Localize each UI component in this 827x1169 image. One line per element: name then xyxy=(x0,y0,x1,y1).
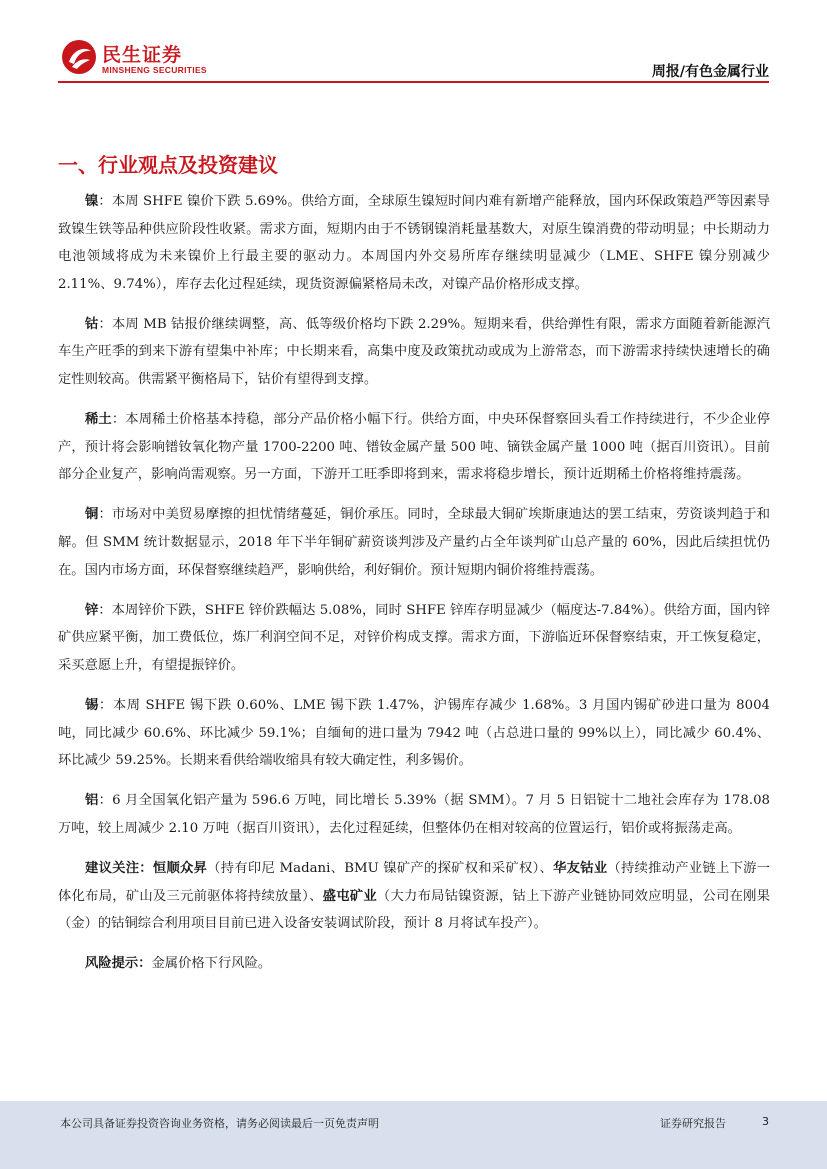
recommendation-lead: 建议关注： xyxy=(85,860,153,876)
stock-name: 恒顺众昇 xyxy=(152,860,208,876)
recommendation-text: （持有印尼 Madani、BMU 镍矿产的探矿权和采矿权）、 xyxy=(207,860,554,876)
logo-english-name: MINSHENG SECURITIES xyxy=(102,65,207,75)
risk-text: 金属价格下行风险。 xyxy=(151,956,272,972)
paragraph-tin xyxy=(58,692,770,775)
paragraph-cobalt xyxy=(58,311,770,394)
paragraph-lead: 镍 xyxy=(85,194,99,209)
logo-chinese-name: 民生证券 xyxy=(102,44,183,66)
paragraph-lead: 稀土 xyxy=(85,412,112,428)
paragraph-rare-earth xyxy=(58,406,770,489)
paragraph-text: ：本周 SHFE 锡下跌 0.60%、LME 锡下跌 1.47%，沪锡库存减少 1.68%。3 月国内锡矿砂进口量为 8004 吨，同比减少 60.6%、环比减少 59.1%；自缅甸的进口量为 7942 吨（占总进口量的 99%以上），同比减少 60.4%、环比减少 59.25%。长期来看供给端收缩具有较大确定性，利多锡价。 xyxy=(58,698,771,769)
page-header xyxy=(0,0,827,84)
paragraph-lead: 锌 xyxy=(85,602,99,618)
page-footer xyxy=(0,1101,827,1169)
paragraph-lead: 锡 xyxy=(85,698,99,713)
report-body xyxy=(58,188,770,990)
footer-report-type: 证券研究报告 xyxy=(660,1117,726,1130)
paragraph-lead: 钴 xyxy=(85,316,99,332)
report-category: 周报/有色金属行业 xyxy=(651,64,769,80)
header-divider xyxy=(58,81,769,83)
paragraph-text: ：本周 SHFE 镍价下跌 5.69%。供给方面，全球原生镍短时间内难有新增产能释放，国内环保政策趋严等因素导致镍生铁等品种供应阶段性收紧。需求方面，短期内由于不锈钢镍消耗量基数大，对原生镍消费的带动明显；中长期动力电池领域将成为未来镍价上行最主要的驱动力。本周国内外交易所库存继续明显减少（LME、SHFE 镍分别减少 2.11%、9.74%），库存去化过程延续，现货资源偏紧格局未改，对镍产品价格形成支撑。 xyxy=(58,194,771,292)
paragraph-aluminum xyxy=(58,787,770,842)
paragraph-risk xyxy=(58,950,770,978)
paragraph-zinc xyxy=(58,597,770,680)
recommendation-text: （大力布局钴镍资源，钴上下游产业链协同效应明显，公司在刚果（金）的钴铜综合利用项目目前已进入设备安装调试阶段，预计 8 月将试车投产）。 xyxy=(58,888,771,932)
paragraph-nickel xyxy=(58,188,770,298)
paragraph-text: ：市场对中美贸易摩擦的担忧情绪蔓延，铜价承压。同时，全球最大铜矿埃斯康迪达的罢工结束，劳资谈判趋于和解。但 SMM 统计数据显示，2018 年下半年铜矿薪资谈判涉及产量约占全年谈判矿山总产量的 60%，因此后续担忧仍在。国内市场方面，环保督察继续趋严，影响供给，利好铜价。预计短期内铜价将维持震荡。 xyxy=(58,507,771,578)
page-number: 3 xyxy=(762,1115,769,1128)
paragraph-text: ：6 月全国氧化铝产量为 596.6 万吨，同比增长 5.39%（据 SMM）。7 月 5 日铝锭十二地社会库存为 178.08 万吨，较上周减少 2.10 万吨（据百川资讯），去化过程延续，但整体仍在相对较高的位置运行，铝价或将振荡走高。 xyxy=(58,793,770,836)
recommendation-text: （持续推动产业链上下游一体化布局，矿山及三元前驱体将持续放量）、 xyxy=(58,860,771,904)
paragraph-recommendation xyxy=(58,855,770,938)
stock-name: 华友钴业 xyxy=(553,860,608,876)
paragraph-copper xyxy=(58,501,770,584)
section-title: 一、行业观点及投资建议 xyxy=(58,153,278,177)
logo-mark-icon xyxy=(60,38,98,76)
company-logo xyxy=(60,38,208,78)
paragraph-text: ：本周锌价下跌，SHFE 锌价跌幅达 5.08%，同时 SHFE 锌库存明显减少（幅度达-7.84%）。供给方面，国内锌矿供应紧平衡，加工费低位，炼厂利润空间不足，对锌价构成支撑。需求方面，下游临近环保督察结束，开工恢复稳定，采买意愿上升，有望提振锌价。 xyxy=(58,602,770,673)
paragraph-text: ：本周稀土价格基本持稳，部分产品价格小幅下行。供给方面，中央环保督察回头看工作持续进行，不少企业停产，预计将会影响镨钕氧化物产量 1700-2200 吨、镨钕金属产量 500 吨、镝铁金属产量 1000 吨（据百川资讯）。目前部分企业复产，影响尚需观察。另一方面，下游开工旺季即将到来，需求将稳步增长，预计近期稀土价格将维持震荡。 xyxy=(58,412,771,483)
risk-lead: 风险提示： xyxy=(85,956,152,972)
paragraph-lead: 铜 xyxy=(85,507,99,523)
paragraph-text: ：本周 MB 钴报价继续调整，高、低等级价格均下跌 2.29%。短期来看，供给弹性有限，需求方面随着新能源汽车生产旺季的到来下游有望集中补库；中长期来看，高集中度及政策扰动或成为上游常态，而下游需求持续快速增长的确定性则较高。供需紧平衡格局下，钴价有望得到支撑。 xyxy=(58,316,771,388)
footer-disclaimer: 本公司具备证券投资咨询业务资格，请务必阅读最后一页免责声明 xyxy=(60,1117,379,1130)
paragraph-lead: 铝 xyxy=(85,793,99,809)
stock-name: 盛屯矿业 xyxy=(322,888,377,904)
